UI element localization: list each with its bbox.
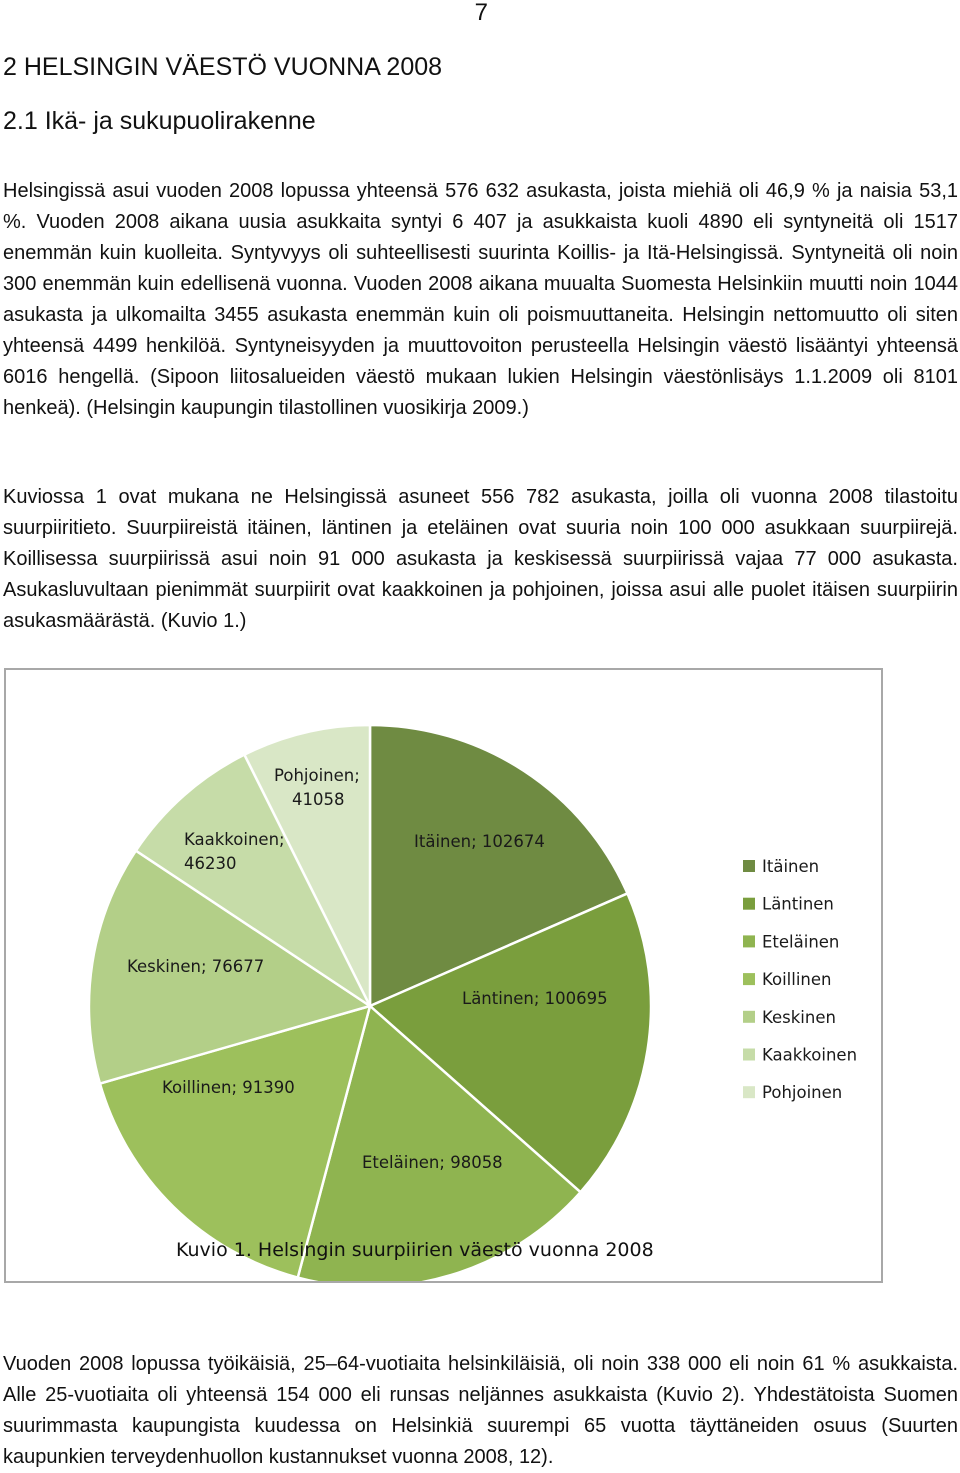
slice-label-eteläinen: Eteläinen; 98058: [362, 1153, 503, 1172]
legend-swatch-läntinen: [743, 898, 755, 910]
legend-label-läntinen: Läntinen: [762, 894, 834, 914]
figure-caption: Kuvio 1. Helsingin suurpiirien väestö vuonna 2008: [176, 1239, 654, 1261]
slice-label-keskinen: Keskinen; 76677: [127, 957, 265, 976]
legend: [743, 857, 857, 1102]
slice-label-läntinen: Läntinen; 100695: [462, 989, 608, 1008]
legend-label-itäinen: Itäinen: [762, 857, 820, 876]
slice-label-itäinen: Itäinen; 102674: [414, 832, 545, 851]
section-heading: 2 HELSINGIN VÄESTÖ VUONNA 2008: [3, 53, 443, 81]
legend-swatch-itäinen: [743, 860, 755, 872]
legend-label-kaakkoinen: Kaakkoinen: [762, 1045, 858, 1065]
slice-label-kaakkoinen-name: Kaakkoinen;: [184, 830, 285, 849]
legend-label-keskinen: Keskinen: [762, 1007, 836, 1027]
legend-label-pohjoinen: Pohjoinen: [762, 1083, 843, 1103]
legend-label-eteläinen: Eteläinen: [762, 932, 840, 952]
legend-swatch-pohjoinen: [743, 1086, 755, 1098]
paragraph-working-age: Vuoden 2008 lopussa työikäisiä, 25–64-vuotiaita helsinkiläisiä, oli noin 338 000 eli noin 61 % asukkaista. Alle 25-vuotiaita oli yhteensä 154 000 eli runsas neljännes asukkaista (Kuvio 2). Yhdestätoista Suomen suurimmasta kaupungista kuudessa on Helsinkiä suurempi 65 vuotta täyttäneiden osuus (Suurten kaupunkien terveydenhuollon kustannukset vuonna 2008, 12).: [3, 1353, 958, 1468]
figure-pie-chart: [4, 668, 883, 1283]
legend-swatch-kaakkoinen: [743, 1049, 755, 1061]
slice-label-pohjoinen-name: Pohjoinen;: [274, 766, 360, 785]
legend-swatch-koillinen: [743, 973, 755, 985]
slice-label-koillinen: Koillinen; 91390: [162, 1078, 295, 1097]
legend-swatch-eteläinen: [743, 935, 755, 947]
slice-label-pohjoinen-value: 41058: [292, 790, 345, 809]
subsection-heading: 2.1 Ikä- ja sukupuolirakenne: [3, 107, 316, 135]
page-number: 7: [474, 0, 488, 26]
paragraph-population-summary: Helsingissä asui vuoden 2008 lopussa yhteensä 576 632 asukasta, joista miehiä oli 46,9 % ja naisia 53,1 %. Vuoden 2008 aikana uusia asukkaita syntyi 6 407 ja asukkaista kuoli 4890 eli syntyneitä oli 1517 enemmän kuin kuolleita. Syntyvyys oli suhteellisesti suurinta Koillis- ja Itä-Helsingissä. Syntyneitä oli noin 300 enemmän kuin edellisenä vuonna. Vuoden 2008 aikana muualta Suomesta Helsinkiin muutti noin 1044 asukasta ja ulkomailta 3455 asukasta enemmän kuin oli poismuuttaneita. Helsingin nettomuutto oli siten yhteensä 4499 henkilöä. Syntyneisyyden ja muuttovoiton perusteella Helsingin väestö lisääntyi yhteensä 6016 hengellä. (Sipoon liitosalueiden väestö mukaan lukien Helsingin väestönlisäys 1.1.2009 oli 8101 henkeä). (Helsingin kaupungin tilastollinen vuosikirja 2009.): [3, 180, 958, 419]
pie-chart: [6, 670, 881, 1281]
slice-label-kaakkoinen-value: 46230: [184, 854, 237, 873]
legend-swatch-keskinen: [743, 1011, 755, 1023]
paragraph-districts: Kuviossa 1 ovat mukana ne Helsingissä asuneet 556 782 asukasta, joilla oli vuonna 2008 tilastoitu suurpiiritieto. Suurpiireistä itäinen, läntinen ja eteläinen ovat suuria noin 100 000 asukkaan suurpiirejä. Koillisessa suurpiirissä asui noin 91 000 asukasta ja keskisessä suurpiirissä vajaa 77 000 asukasta. Asukasluvultaan pienimmät suurpiirit ovat kaakkoinen ja pohjoinen, joissa asui alle puolet itäisen suurpiirin asukasmäärästä. (Kuvio 1.): [3, 486, 958, 632]
legend-label-koillinen: Koillinen: [762, 970, 832, 990]
